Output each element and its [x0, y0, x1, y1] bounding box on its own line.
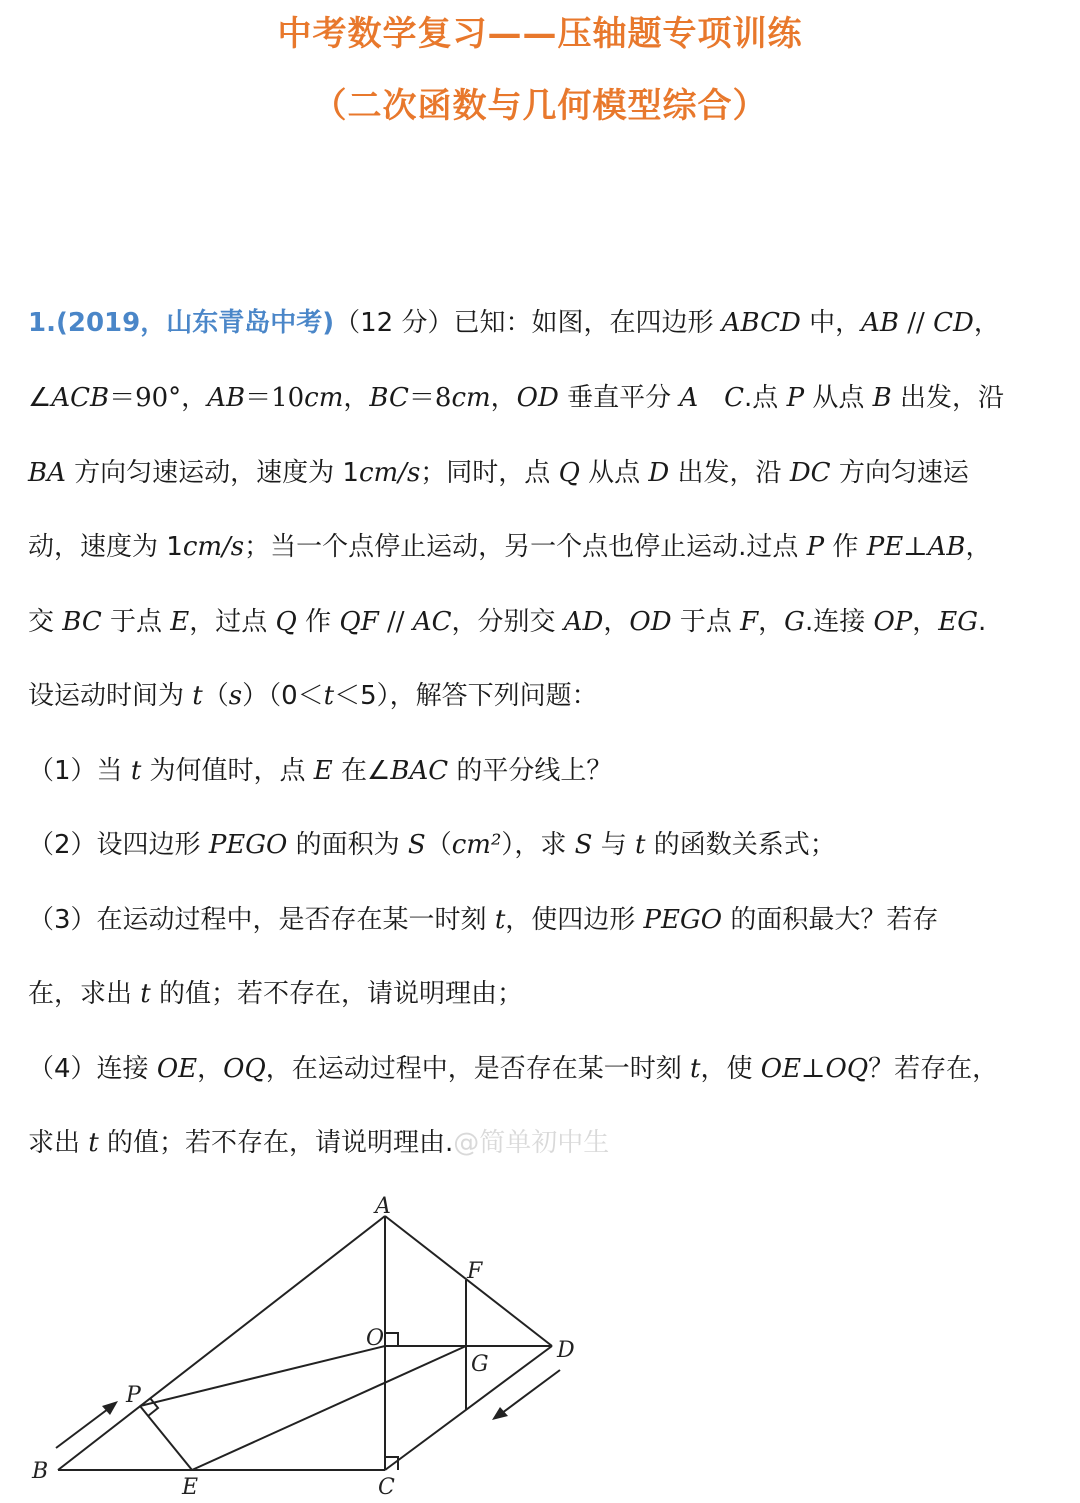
right-angle-o — [385, 1333, 398, 1346]
title-line-2: （二次函数与几何模型综合） — [312, 86, 768, 126]
question-3: （3）在运动过程中，是否存在某一时刻 t，使四边形 PEGO 的面积最大？若存 — [28, 905, 939, 935]
title-line-1: 中考数学复习——压轴题专项训练 — [277, 14, 803, 54]
question-2: （2）设四边形 PEGO 的面积为 S（cm²），求 S 与 t 的函数关系式； — [28, 830, 836, 860]
question-4: （4）连接 OE，OQ，在运动过程中，是否存在某一时刻 t，使 OE⊥OQ？若存在， — [28, 1054, 999, 1084]
arrowhead-q — [492, 1407, 508, 1420]
problem-line-2: ∠ACB＝90°，AB＝10cm，BC＝8cm，OD 垂直平分 A C.点 P 从点 B 出发，沿 — [28, 383, 1004, 413]
problem-source: (2019，山东青岛中考) — [55, 308, 335, 338]
label-f: F — [467, 1259, 483, 1284]
right-angle-p — [148, 1398, 158, 1416]
label-o: O — [366, 1326, 385, 1351]
label-a: A — [375, 1194, 391, 1219]
segment-eg — [192, 1346, 466, 1470]
label-d: D — [557, 1338, 575, 1363]
problem-line-5: 交 BC 于点 E，过点 Q 作 QF // AC，分别交 AD，OD 于点 F，G.连接 OP，EG. — [28, 607, 987, 637]
problem-line-1: 1.(2019，山东青岛中考)（12 分）已知：如图，在四边形 ABCD 中，AB // CD， — [28, 308, 1000, 338]
question-1: （1）当 t 为何值时，点 E 在∠BAC 的平分线上？ — [28, 756, 613, 786]
label-p: P — [126, 1383, 141, 1408]
arrow-q-motion — [498, 1370, 560, 1416]
arrow-p-motion — [56, 1406, 112, 1448]
question-4-cont: 求出 t 的值；若不存在，请说明理由.@简单初中生 — [28, 1128, 610, 1158]
watermark: @简单初中生 — [453, 1128, 610, 1158]
problem-line-3: BA 方向匀速运动，速度为 1cm/s；同时，点 Q 从点 D 出发，沿 DC 方向匀速运 — [28, 458, 969, 488]
segment-ab — [58, 1216, 385, 1470]
problem-line-6: 设运动时间为 t（s）（0＜t＜5），解答下列问题： — [28, 681, 598, 711]
label-c: C — [378, 1475, 395, 1500]
geometry-figure — [20, 1188, 620, 1503]
segment-op — [140, 1346, 385, 1406]
problem-line-4: 动，速度为 1cm/s；当一个点停止运动，另一个点也停止运动.过点 P 作 PE⊥AB， — [28, 532, 992, 562]
problem-number: 1. — [28, 308, 56, 338]
segment-cd — [385, 1346, 552, 1470]
label-b: B — [32, 1459, 49, 1484]
question-3-cont: 在，求出 t 的值；若不存在，请说明理由； — [28, 979, 523, 1009]
label-g: G — [471, 1352, 489, 1377]
label-e: E — [182, 1475, 199, 1500]
